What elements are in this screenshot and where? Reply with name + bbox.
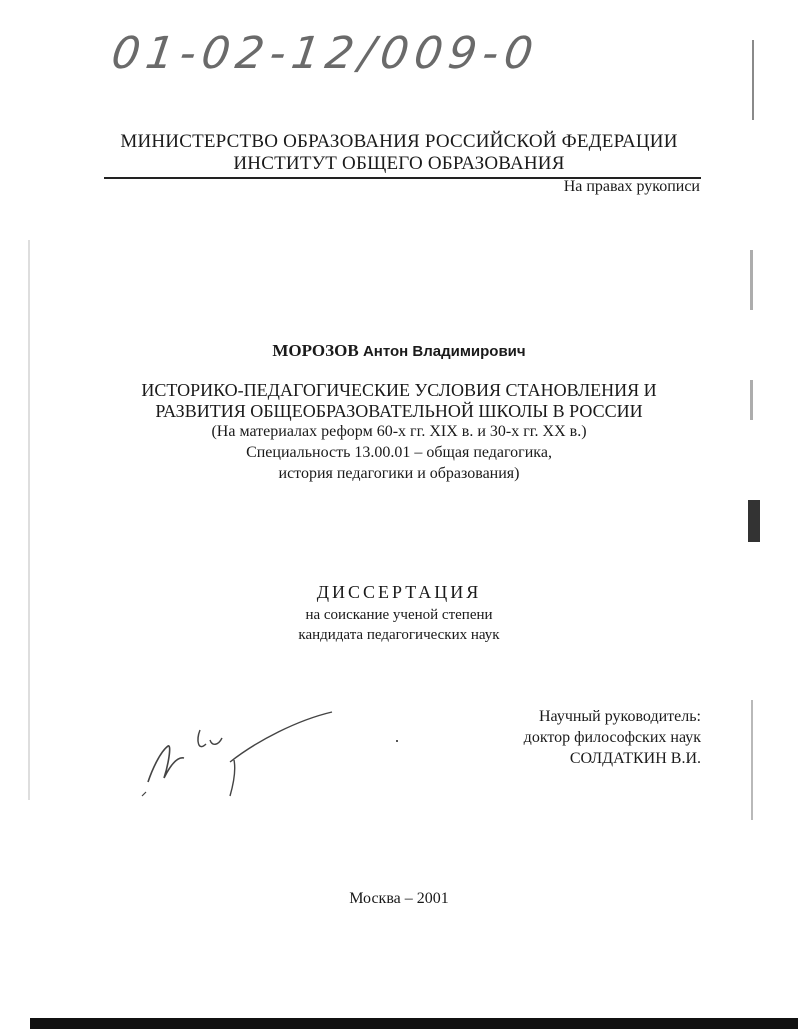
dissertation-heading: ДИССЕРТАЦИЯ <box>316 582 482 602</box>
supervisor-label: Научный руководитель: <box>538 708 701 725</box>
manuscript-rights: На правах рукописи <box>563 178 700 195</box>
specialty-line-2: история педагогики и образования) <box>278 465 520 482</box>
handwritten-archive-code: 01-02-12/009-0 <box>108 28 542 79</box>
degree-line-1: на соискание ученой степени <box>305 607 493 623</box>
scan-edge-left <box>28 240 30 800</box>
title-line-2: РАЗВИТИЯ ОБЩЕОБРАЗОВАТЕЛЬНОЙ ШКОЛЫ В РОССИИ <box>155 401 643 421</box>
scan-dot <box>396 740 398 742</box>
title-line-3: (На материалах реформ 60-х гг. XIX в. и 30-х гг. XX в.) <box>211 423 587 440</box>
supervisor-name: СОЛДАТКИН В.И. <box>569 750 701 767</box>
ministry-name: МИНИСТЕРСТВО ОБРАЗОВАНИЯ РОССИЙСКОЙ ФЕДЕРАЦИИ <box>120 131 678 152</box>
city-year: Москва – 2001 <box>349 890 449 907</box>
signature-mark <box>138 700 348 800</box>
title-line-1: ИСТОРИКО-ПЕДАГОГИЧЕСКИЕ УСЛОВИЯ СТАНОВЛЕНИЯ И <box>141 380 657 400</box>
supervisor-degree: доктор философских наук <box>523 729 701 746</box>
author-given-names: Антон Владимирович <box>362 343 526 360</box>
degree-line-2: кандидата педагогических наук <box>298 627 500 643</box>
specialty-line-1: Специальность 13.00.01 – общая педагогика, <box>246 444 552 461</box>
institute-name: ИНСТИТУТ ОБЩЕГО ОБРАЗОВАНИЯ <box>233 153 565 174</box>
author-name <box>0 341 798 361</box>
author-surname: МОРОЗОВ <box>272 341 359 360</box>
scan-bottom-edge <box>30 1018 798 1029</box>
